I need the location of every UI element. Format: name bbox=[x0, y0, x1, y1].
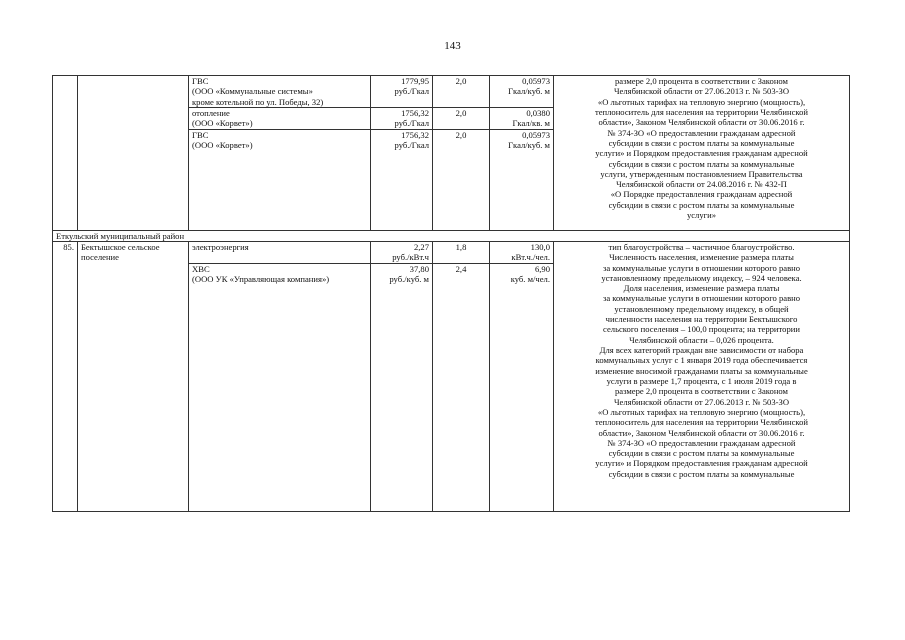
table-row bbox=[53, 241, 850, 263]
tariff-cell: 37,80 руб./куб. м bbox=[371, 263, 433, 511]
section-title: Еткульский муниципальный район bbox=[53, 230, 850, 241]
tariff-table bbox=[52, 75, 850, 512]
tariff-cell: 1779,95 руб./Гкал bbox=[371, 76, 433, 108]
table-row bbox=[53, 76, 850, 108]
tariff-cell: 2,27 руб./кВт.ч bbox=[371, 241, 433, 263]
percent-cell: 2,0 bbox=[433, 129, 490, 230]
number-cell bbox=[53, 76, 78, 231]
percent-cell: 2,0 bbox=[433, 76, 490, 108]
percent-cell: 2,0 bbox=[433, 107, 490, 129]
service-cell: электроэнергия bbox=[189, 241, 371, 263]
service-cell: ГВС (ООО «Коммунальные системы» кроме котельной по ул. Победы, 32) bbox=[189, 76, 371, 108]
tariff-cell: 1756,32 руб./Гкал bbox=[371, 107, 433, 129]
norm-cell: 130,0 кВт.ч./чел. bbox=[490, 241, 554, 263]
note-cell: тип благоустройства – частичное благоустройство. Численность населения, изменение размера платы за коммунальные услуги в отношении которого равно установленному предельному индексу, – 924 человека. Доля населения, изменение размера платы за коммунальные услуги в отношении которого равно установленному предельному индексу, в общей численности населения на территории Бектышского сельского поселения – 100,0 процента; на территории Челябинской области – 0,026 процента. Для всех категорий граждан вне зависимости от набора коммунальных услуг с 1 января 2019 года обеспечивается изменение вносимой гражданами платы за коммунальные услуги в размере 1,7 процента, с 1 июля 2019 года в размере 2,0 процента в соответствии с Законом Челябинской области от 27.06.2013 г. № 503-ЗО «О льготных тарифах на тепловую энергию (мощность), теплоноситель для населения на территории Челябинской области», Законом Челябинской области от 30.06.2016 г. № 374-ЗО «О предоставлении гражданам адресной субсидии в связи с ростом платы за коммунальные услуги» и Порядком предоставления гражданам адресной субсидии в связи с ростом платы за коммунальные bbox=[554, 241, 850, 511]
section-row bbox=[53, 230, 850, 241]
percent-cell: 1,8 bbox=[433, 241, 490, 263]
percent-cell: 2,4 bbox=[433, 263, 490, 511]
norm-cell: 0,05973 Гкал/куб. м bbox=[490, 76, 554, 108]
number-cell: 85. bbox=[53, 241, 78, 511]
service-cell: ХВС (ООО УК «Управляющая компания») bbox=[189, 263, 371, 511]
service-cell: отопление (ООО «Корвет») bbox=[189, 107, 371, 129]
norm-cell: 6,90 куб. м/чел. bbox=[490, 263, 554, 511]
service-cell: ГВС (ООО «Корвет») bbox=[189, 129, 371, 230]
note-cell: размере 2,0 процента в соответствии с Законом Челябинской области от 27.06.2013 г. № 503-ЗО «О льготных тарифах на тепловую энергию (мощность), теплоноситель для населения на территории Челябинской области», Законом Челябинской области от 30.06.2016 г. № 374-ЗО «О предоставлении гражданам адресной субсидии в связи с ростом платы за коммунальные услуги» и Порядком предоставления гражданам адресной субсидии в связи с ростом платы за коммунальные услуги, утвержденным постановлением Правительства Челябинской области от 24.08.2016 г. № 432-П «О Порядке предоставления гражданам адресной субсидии в связи с ростом платы за коммунальные услуги» bbox=[554, 76, 850, 231]
norm-cell: 0,05973 Гкал/куб. м bbox=[490, 129, 554, 230]
settlement-cell bbox=[78, 76, 189, 231]
tariff-cell: 1756,32 руб./Гкал bbox=[371, 129, 433, 230]
page-number: 143 bbox=[444, 40, 461, 52]
norm-cell: 0,0380 Гкал/кв. м bbox=[490, 107, 554, 129]
settlement-cell: Бектышское сельское поселение bbox=[78, 241, 189, 511]
